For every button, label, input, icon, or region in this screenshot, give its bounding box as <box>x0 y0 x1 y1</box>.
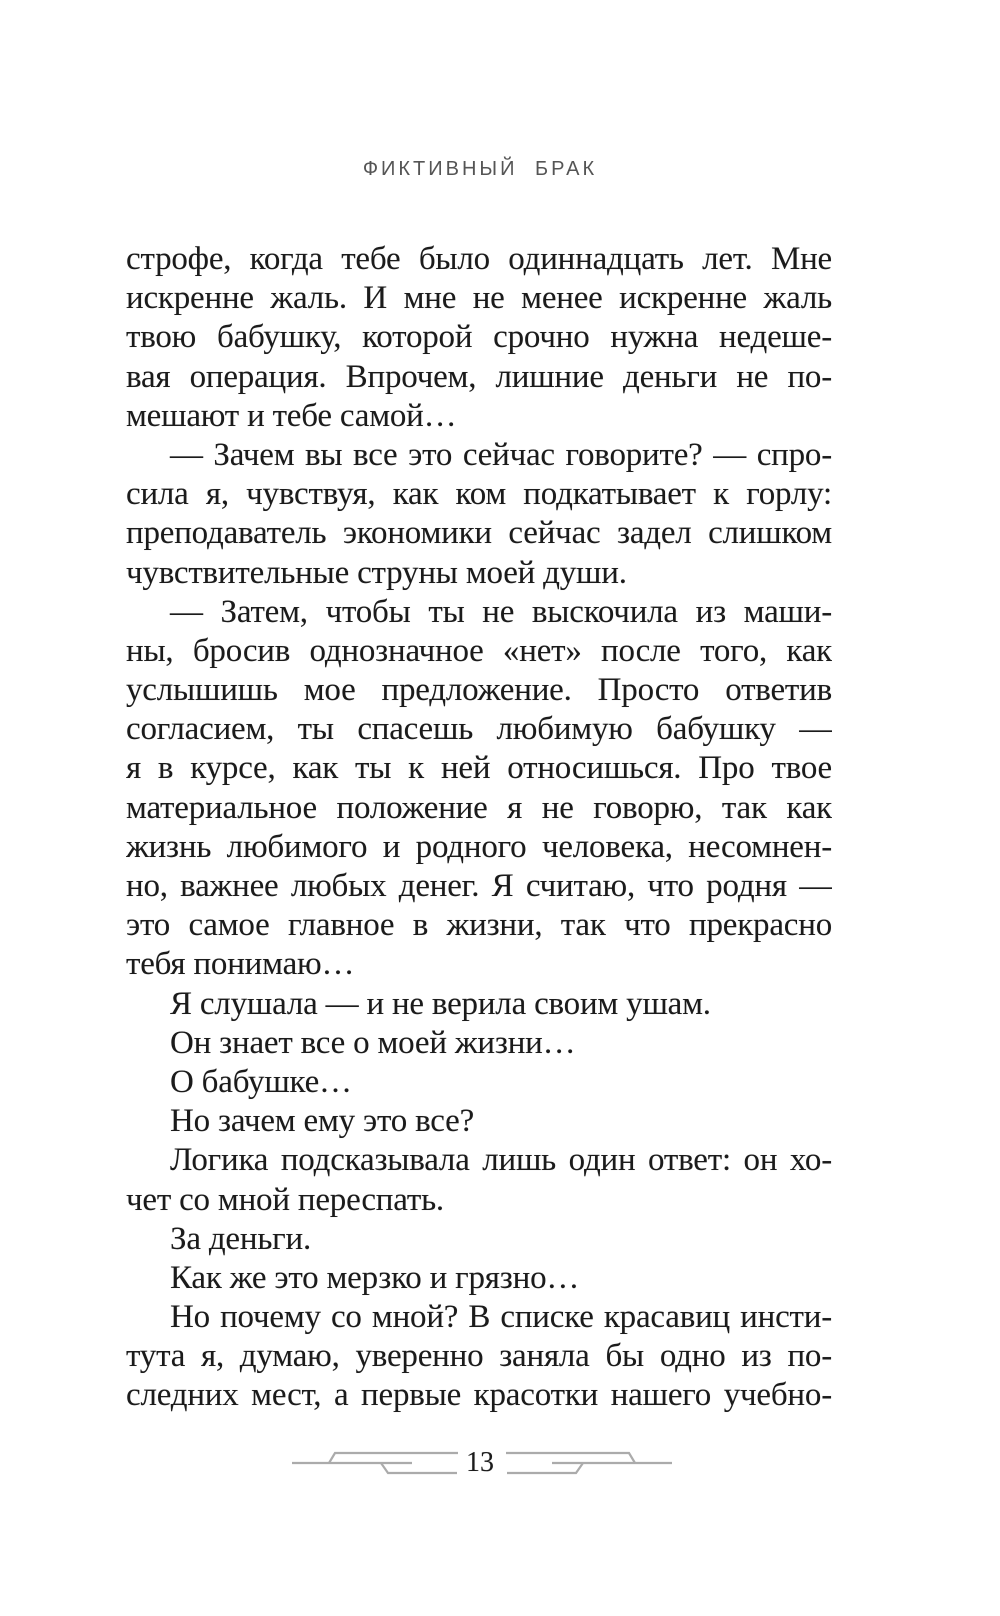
text-line: согласием, ты спасешь любимую бабушку — <box>126 711 832 748</box>
text-line: — Зачем вы все это сейчас говорите? — спро- <box>170 436 832 473</box>
text-line: услышишь мое предложение. Просто ответив <box>126 672 832 709</box>
text-line: мешают и тебе самой… <box>126 397 457 434</box>
text-line: Но почему со мной? В списке красавиц инсти- <box>170 1299 832 1336</box>
text-line: преподаватель экономики сейчас задел слишком <box>126 515 832 552</box>
text-line: материальное положение я не говорю, так как <box>126 789 832 826</box>
text-line: — Затем, чтобы ты не выскочила из маши- <box>170 593 832 630</box>
text-line: Он знает все о моей жизни… <box>170 1024 576 1061</box>
text-line: О бабушке… <box>170 1063 352 1100</box>
text-line: это самое главное в жизни, так что прекрасно <box>126 907 832 944</box>
text-line: искренне жаль. И мне не менее искренне жаль <box>126 280 832 317</box>
text-line: строфе, когда тебе было одиннадцать лет. Мне <box>126 241 832 277</box>
text-line: За деньги. <box>170 1220 312 1257</box>
text-line: следних мест, а первые красотки нашего учебно- <box>126 1377 832 1414</box>
text-line: чувствительные струны моей души. <box>126 554 627 591</box>
body-text <box>126 240 832 1416</box>
text-line: Я слушала — и не верила своим ушам. <box>170 985 711 1022</box>
text-line: ны, бросив однозначное «нет» после того, как <box>126 632 832 669</box>
text-line: вая операция. Впрочем, лишние деньги не по- <box>126 358 832 395</box>
text-line: тута я, думаю, уверенно заняла бы одно из по- <box>126 1338 832 1375</box>
text-line: Логика подсказывала лишь один ответ: он хо- <box>170 1142 832 1179</box>
text-line: Но зачем ему это все? <box>170 1103 475 1140</box>
text-line: я в курсе, как ты к ней относишься. Про твое <box>126 750 832 787</box>
text-line: сила я, чувствуя, как ком подкатывает к горлу: <box>126 476 832 513</box>
footer-ornament-right <box>504 1450 672 1476</box>
page-number: 13 <box>466 1447 494 1478</box>
text-line: тебя понимаю… <box>126 946 355 983</box>
text-line: твою бабушку, которой срочно нужна недеше- <box>126 319 832 356</box>
text-line: Как же это мерзко и грязно… <box>170 1259 580 1296</box>
text-line: чет со мной переспать. <box>126 1181 444 1218</box>
text-line: но, важнее любых денег. Я считаю, что родня — <box>126 868 832 904</box>
running-header: ФИКТИВНЫЙ БРАК <box>362 158 598 180</box>
text-line: жизнь любимого и родного человека, несомнен- <box>126 828 832 865</box>
